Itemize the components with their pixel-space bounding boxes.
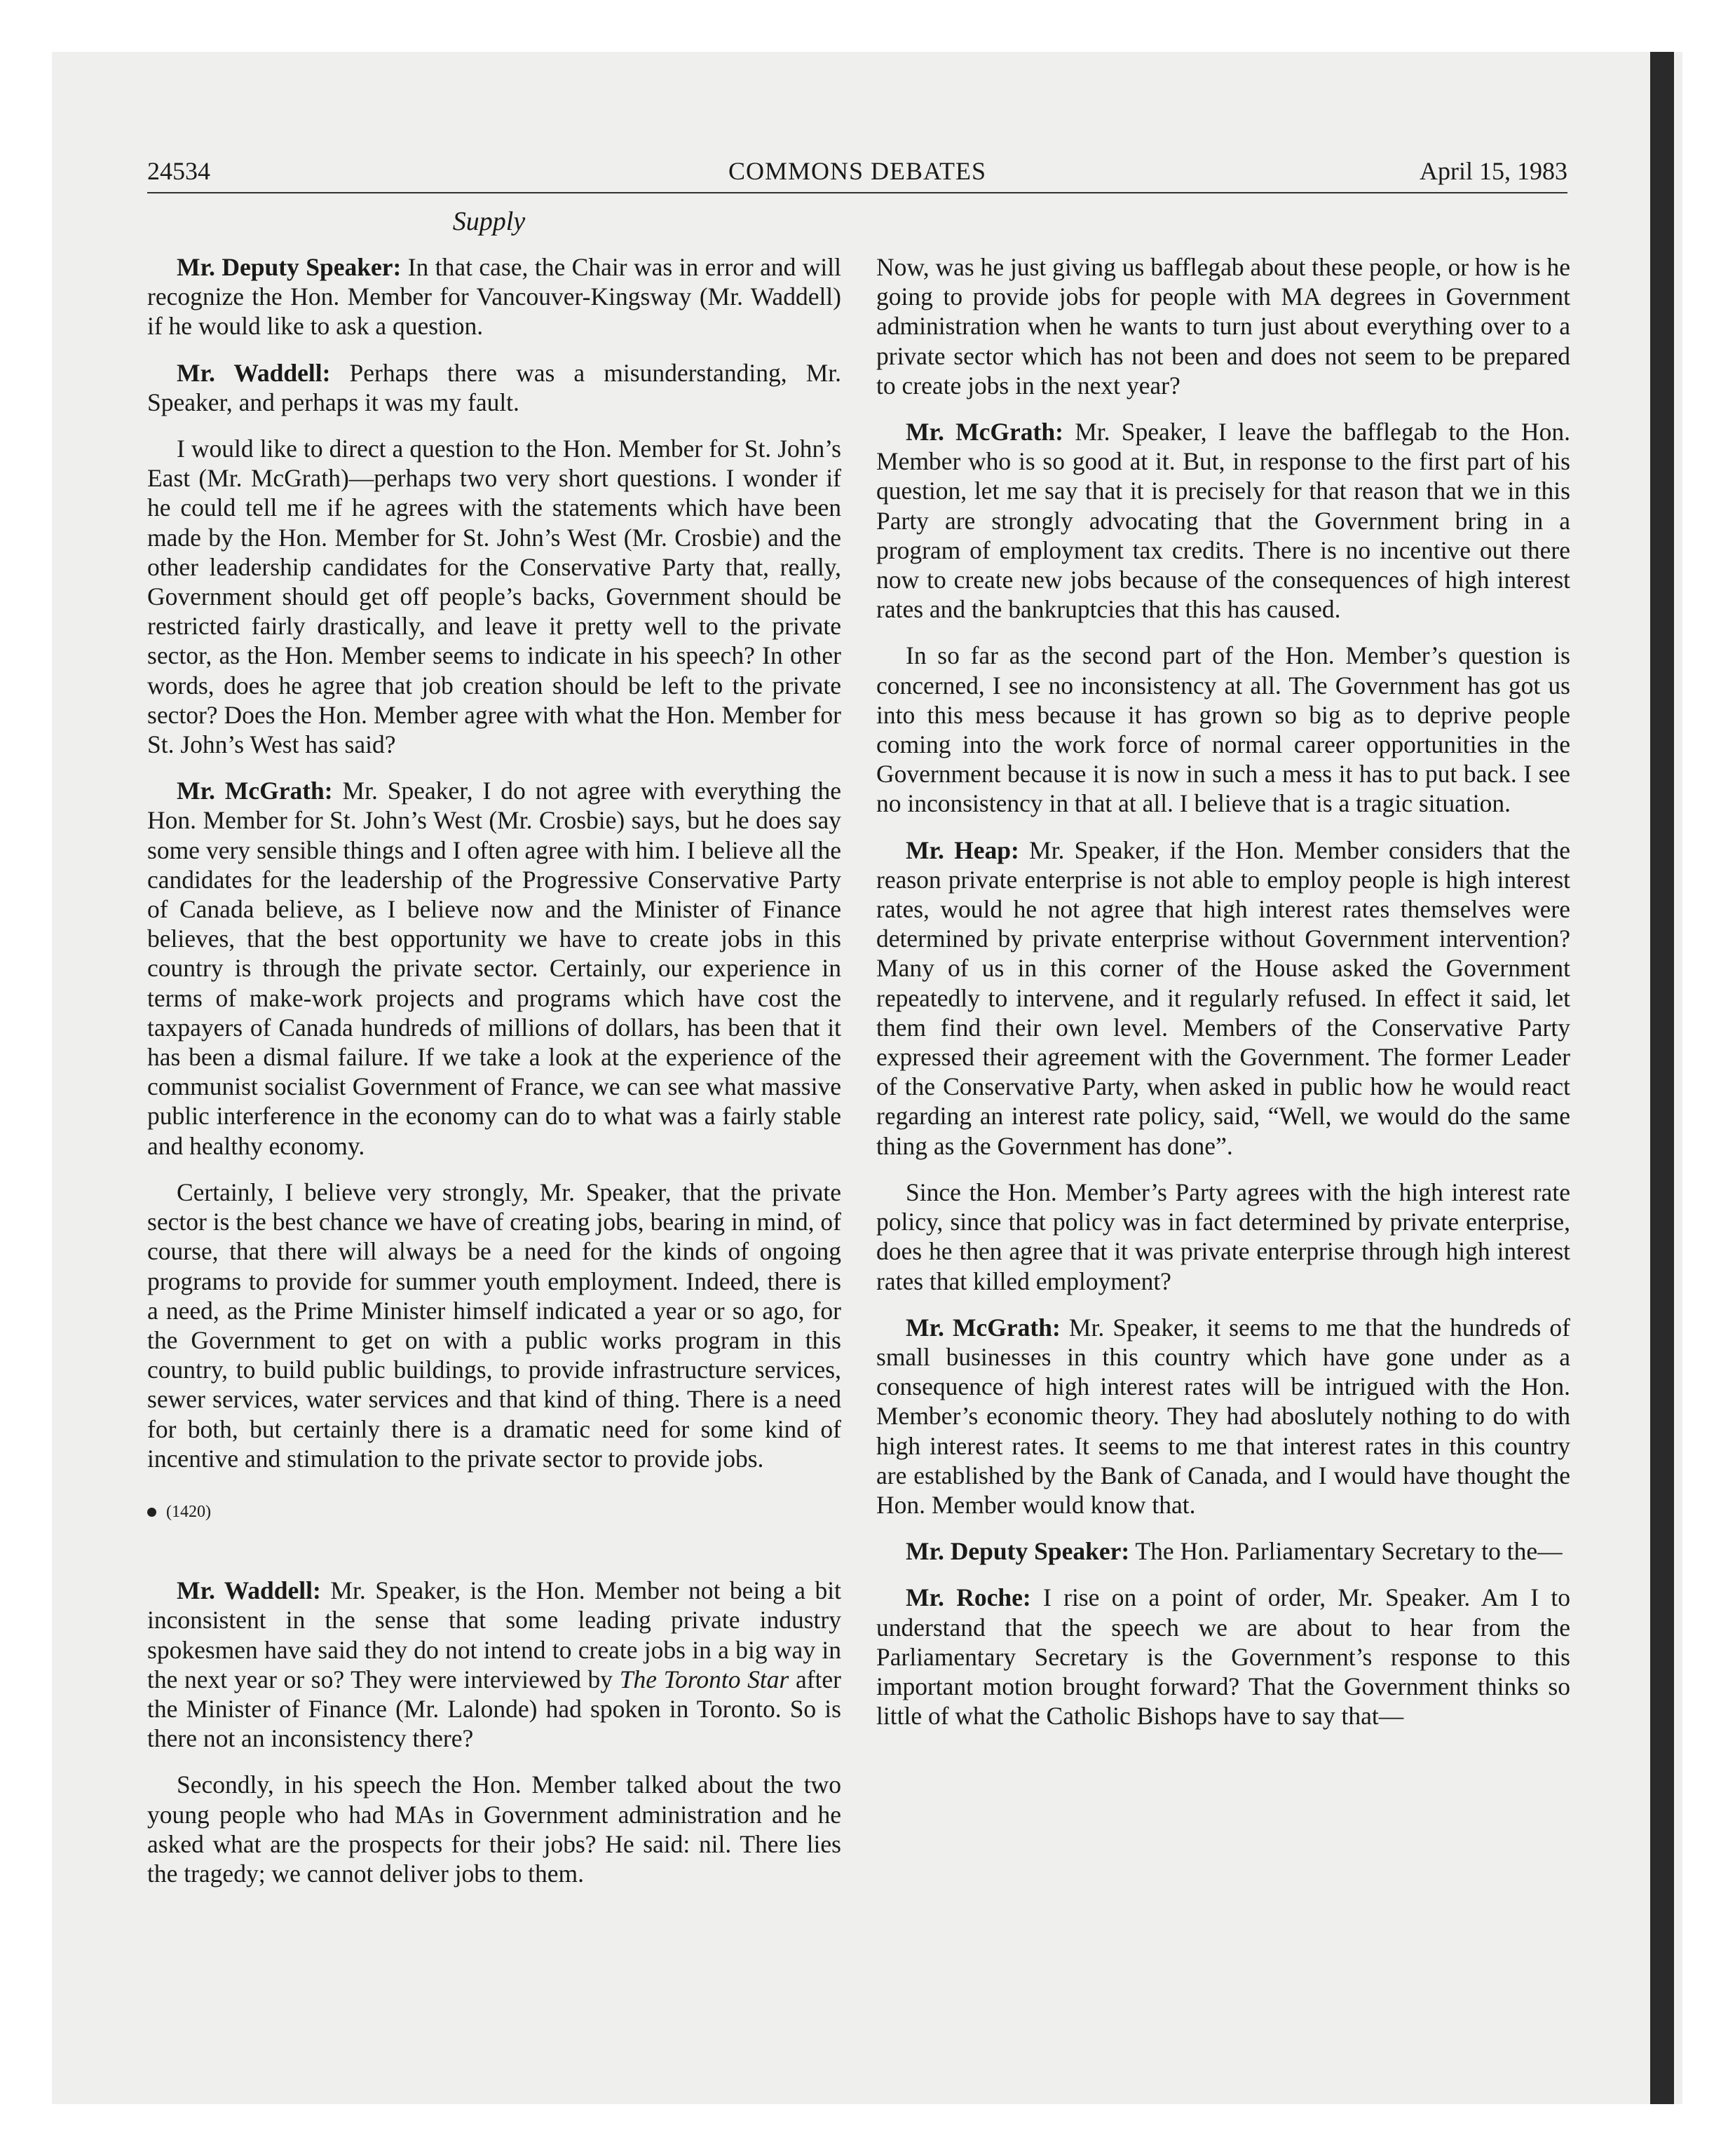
- paragraph: [876, 835, 1570, 1161]
- speech-text: In so far as the second part of the Hon. Member’s question is concerned, I see no inconsistency at all. The Government has got us into this mess because it has grown so big as to deprive people coming into the work force of normal career opportunities in the Government because it is now in such a mess it has to put back. I see no inconsistency in that at all. I believe that is a tragic situation.: [876, 641, 1570, 818]
- speech-text: after the Minister of Finance (Mr. Lalonde) had spoken in Toronto. So is there not an inconsistency there?: [147, 1665, 841, 1753]
- time-marker-text: (1420): [166, 1502, 211, 1521]
- speech-text: Now, was he just giving us bafflegab about these people, or how is he going to provide jobs for people with MA degrees in Government administration when he wants to turn just about everything over to a private sector which has not been and does not seem to be prepared to create jobs in the next year?: [876, 253, 1570, 400]
- paragraph: [147, 434, 841, 759]
- speech-text: Mr. Speaker, if the Hon. Member considers that the reason private enterprise is not able to employ people is high interest rates, would he not agree that high interest rates themselves were determined by private enterprise without Government intervention? Many of us in this corner of the House asked the Government repeatedly to intervene, and it regularly refused. In effect it said, let them find their own level. Members of the Conservative Party expressed their agreement with the Government. The former Leader of the Conservative Party, when asked in public how he would react regarding an interest rate policy, said, “Well, we would do the same thing as the Government has done”.: [876, 835, 1570, 1160]
- speaker-name: Mr. Heap:: [906, 835, 1019, 864]
- speaker-name: Mr. Waddell:: [177, 1576, 321, 1605]
- time-marker: [147, 1497, 841, 1527]
- paragraph: [876, 641, 1570, 818]
- paragraph: [876, 1313, 1570, 1520]
- page-header: [147, 156, 1567, 193]
- bullet-icon: [147, 1508, 156, 1517]
- left-column: [147, 252, 841, 1905]
- paragraph: [147, 1770, 841, 1888]
- scan-edge-shadow: [1650, 52, 1674, 2104]
- publication-date: April 15, 1983: [1420, 157, 1567, 185]
- paragraph: [876, 1583, 1570, 1731]
- speech-text: Secondly, in his speech the Hon. Member talked about the two young people who had MAs in Government administration and he asked what are the prospects for their jobs? He said: nil. There lies the tragedy; we cannot deliver jobs to them.: [147, 1770, 841, 1888]
- page-number: 24534: [147, 157, 210, 185]
- paragraph: [876, 1536, 1570, 1566]
- paragraph: [147, 776, 841, 1161]
- paragraph: [876, 1178, 1570, 1296]
- paragraph: [147, 1178, 841, 1473]
- speech-text: Mr. Speaker, I do not agree with everything the Hon. Member for St. John’s West (Mr. Crosbie) says, but he does say some very sensible things and I often agree with him. I believe all the candidates for the leadership of the Progressive Conservative Party of Canada believe, as I believe now and the Minister of Finance believes, that the best opportunity we have to create jobs in this country is through the private sector. Certainly, our experience in terms of make-work projects and programs which have cost the taxpayers of Canada hundreds of millions of dollars, has been that it has been a dismal failure. If we take a look at the experience of the communist socialist Government of France, we can see what massive public interference in the economy can do to what was a fairly stable and healthy economy.: [147, 777, 841, 1160]
- speech-text: Certainly, I believe very strongly, Mr. Speaker, that the private sector is the best chance we have of creating jobs, bearing in mind, of course, that there will always be a need for the kinds of ongoing programs to provide for summer youth employment. Indeed, there is a need, as the Prime Minister himself indicated a year or so ago, for the Government to get on with a public works program in this country, to build public buildings, to provide infrastructure services, sewer services, water services and that kind of thing. There is a need for both, but certainly there is a dramatic need for some kind of incentive and stimulation to the private sector to provide jobs.: [147, 1178, 841, 1473]
- paragraph: [876, 417, 1570, 624]
- speaker-name: Mr. McGrath:: [906, 1313, 1061, 1342]
- publication-title: COMMONS DEBATES: [728, 157, 987, 185]
- right-column: [876, 252, 1570, 1747]
- newspaper-title: The Toronto Star: [619, 1665, 789, 1693]
- speaker-name: Mr. Deputy Speaker:: [177, 253, 402, 281]
- speaker-name: Mr. Waddell:: [177, 358, 331, 387]
- speaker-name: Mr. McGrath:: [906, 418, 1063, 446]
- paragraph: [147, 358, 841, 417]
- speech-text: Mr. Speaker, is the Hon. Member not being a bit inconsistent in the sense that some leading private industry spokesmen have said they do not intend to create jobs in a big way in the next year or so? They were interviewed by: [147, 1576, 841, 1693]
- speech-text: Mr. Speaker, I leave the bafflegab to the Hon. Member who is so good at it. But, in response to the first part of his question, let me say that it is precisely for that reason that we in this Party are strongly advocating that the Government bring in a program of employment tax credits. There is no incentive out there now to create new jobs because of the consequences of high interest rates and the bankruptcies that this has caused.: [876, 418, 1571, 624]
- speech-text: Since the Hon. Member’s Party agrees with the high interest rate policy, since that policy was in fact determined by private enterprise, does he then agree that it was private enterprise through high interest rates that killed employment?: [876, 1178, 1570, 1295]
- paragraph: [876, 252, 1570, 400]
- speech-text: The Hon. Parliamentary Secretary to the—: [1129, 1537, 1563, 1566]
- speech-text: I rise on a point of order, Mr. Speaker. Am I to understand that the speech we are about to hear from the Parliamentary Secretary is the Government’s response to this important motion brought forward? That the Government thinks so little of what the Catholic Bishops have to say that—: [876, 1583, 1570, 1731]
- paragraph: [147, 1576, 841, 1753]
- speech-text: In that case, the Chair was in error and will recognize the Hon. Member for Vancouver-Kingsway (Mr. Waddell) if he would like to ask a question.: [147, 253, 842, 341]
- section-title: Supply: [452, 207, 526, 236]
- speech-text: Mr. Speaker, it seems to me that the hundreds of small businesses in this country which have gone under as a consequence of high interest rates will be intrigued with the Hon. Member’s economic theory. They had aboslutely nothing to do with high interest rates. It seems to me that interest rates in this country are established by the Bank of Canada, and I would have thought the Hon. Member would know that.: [876, 1313, 1571, 1519]
- speaker-name: Mr. Roche:: [906, 1583, 1031, 1612]
- speech-text: I would like to direct a question to the Hon. Member for St. John’s East (Mr. McGrath)—perhaps two very short questions. I wonder if he could tell me if he agrees with the statements which have been made by the Hon. Member for St. John’s West (Mr. Crosbie) and the other leadership candidates for the Conservative Party that, really, Government should get off people’s backs, Government should be restricted fairly drastically, and leave it pretty well to the private sector, as the Hon. Member seems to indicate in his speech? In other words, does he agree that job creation should be left to the private sector? Does the Hon. Member agree with what the Hon. Member for St. John’s West has said?: [147, 435, 841, 759]
- speaker-name: Mr. Deputy Speaker:: [906, 1537, 1130, 1566]
- speaker-name: Mr. McGrath:: [177, 777, 333, 805]
- paragraph: [147, 252, 841, 341]
- speech-text: Perhaps there was a misunderstanding, Mr. Speaker, and perhaps it was my fault.: [147, 358, 841, 416]
